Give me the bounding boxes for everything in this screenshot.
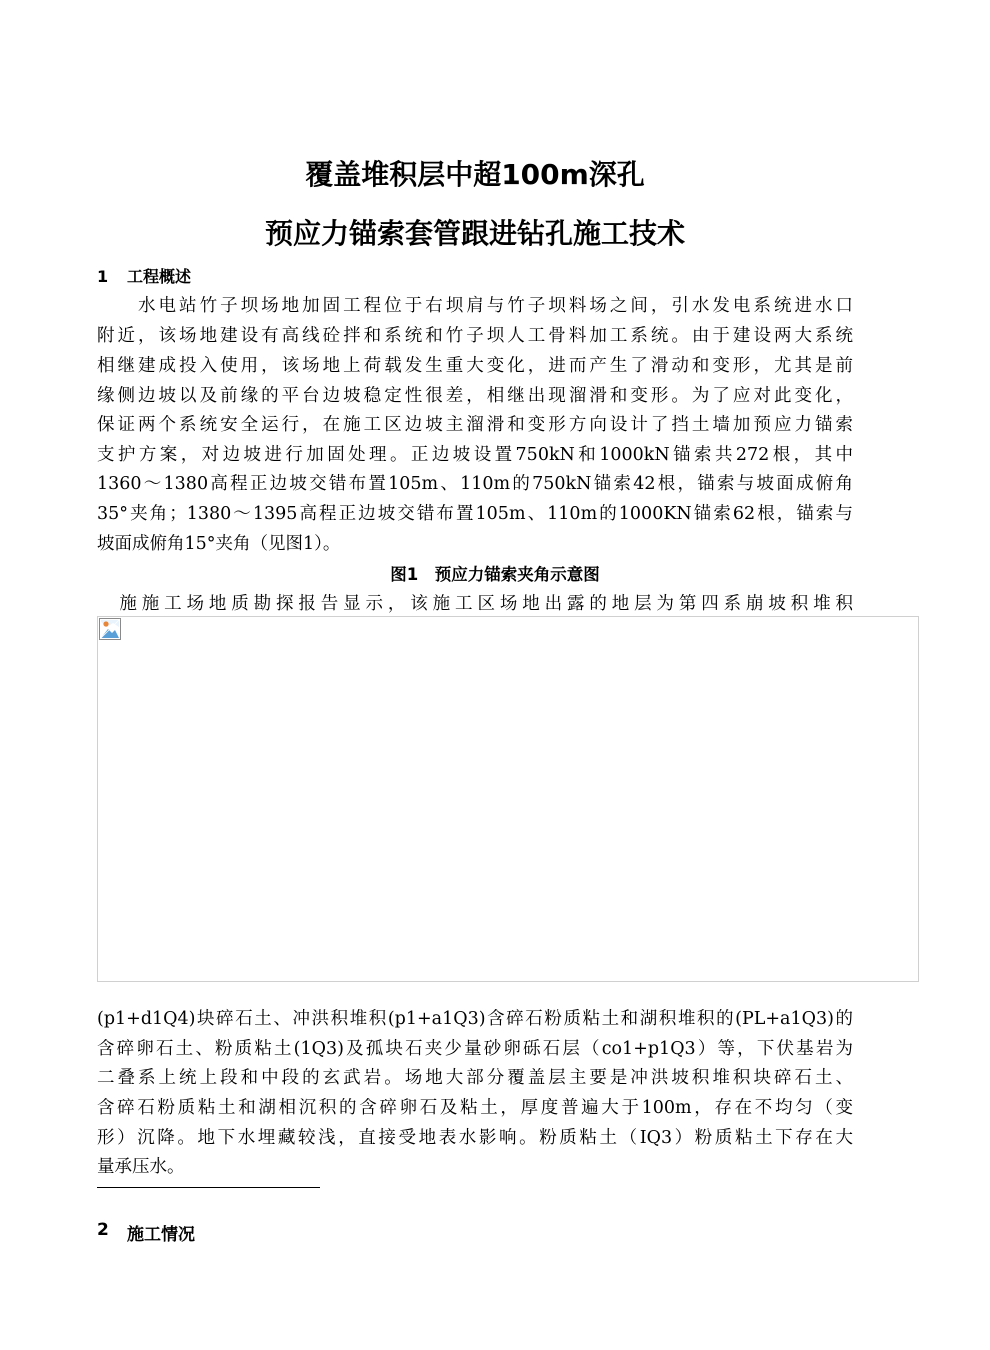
paragraph-2-line: 量承压水。 bbox=[97, 1157, 185, 1177]
paragraph-1-line: 水电站竹子坝场地加固工程位于右坝肩与竹子坝料场之间，引水发电系统进水口 bbox=[97, 296, 853, 316]
paragraph-1-line: 35°夹角；1380～1395高程正边坡交错布置105m、110m的1000KN锚索62根，锚索与 bbox=[97, 504, 853, 524]
paragraph-1-line: 支护方案，对边坡进行加固处理。正边坡设置750kN和1000kN锚索共272根，其中 bbox=[97, 445, 853, 465]
figure-1-image-placeholder bbox=[97, 616, 919, 982]
paragraph-2-line: 二叠系上统上段和中段的玄武岩。场地大部分覆盖层主要是冲洪坡积堆积块碎石土、 bbox=[97, 1068, 853, 1088]
section-2-heading-cut-off bbox=[97, 1210, 237, 1245]
section-1-heading bbox=[97, 264, 191, 287]
document-title-line-2: 预应力锚索套管跟进钻孔施工技术 bbox=[264, 217, 685, 250]
paragraph-1-line: 坡面成俯角15°夹角（见图1）。 bbox=[97, 534, 341, 554]
footnote-divider bbox=[97, 1187, 320, 1188]
section-1-title: 工程概述 bbox=[127, 267, 192, 286]
section-2-number: 2 bbox=[97, 1220, 109, 1240]
paragraph-2-line: (p1+d1Q4)块碎石土、冲洪积堆积(p1+a1Q3)含碎石粉质粘土和湖积堆积的(PL+a1Q3)的 bbox=[97, 1009, 853, 1029]
paragraph-2-line: 形）沉降。地下水埋藏较浅，直接受地表水影响。粉质粘土（IQ3）粉质粘土下存在大 bbox=[97, 1128, 853, 1148]
figure-1-caption: 图1 预应力锚索夹角示意图 bbox=[390, 565, 600, 584]
paragraph-1-line: 1360～1380高程正边坡交错布置105m、110m的750kN锚索42根，锚索与坡面成俯角 bbox=[97, 474, 853, 494]
paragraph-1-line: 保证两个系统安全运行，在施工区边坡主溜滑和变形方向设计了挡土墙加预应力锚索 bbox=[97, 415, 853, 435]
paragraph-1-line: 缘侧边坡以及前缘的平台边坡稳定性很差，相继出现溜滑和变形。为了应对此变化， bbox=[97, 386, 853, 406]
paragraph-2-line: 含碎石粉质粘土和湖相沉积的含碎卵石及粘土，厚度普遍大于100m，存在不均匀（变 bbox=[97, 1098, 853, 1118]
section-2-title: 施工情况 bbox=[127, 1225, 195, 1245]
paragraph-1-line: 相继建成投入使用，该场地上荷载发生重大变化，进而产生了滑动和变形，尤其是前 bbox=[97, 356, 853, 376]
paragraph-2-line: 含碎卵石土、粉质粘土(1Q3)及孤块石夹少量砂卵砾石层（co1+p1Q3）等，下伏基岩为 bbox=[97, 1039, 853, 1059]
document-title-line-1: 覆盖堆积层中超100m深孔 bbox=[305, 158, 645, 191]
section-1-number: 1 bbox=[97, 267, 109, 286]
broken-image-icon bbox=[99, 618, 121, 640]
paragraph-1-line: 附近，该场地建设有高线砼拌和系统和竹子坝人工骨料加工系统。由于建设两大系统 bbox=[97, 326, 853, 346]
paragraph-2-first-line: 施施工场地质勘探报告显示，该施工区场地出露的地层为第四系崩坡积堆积 bbox=[97, 594, 853, 614]
